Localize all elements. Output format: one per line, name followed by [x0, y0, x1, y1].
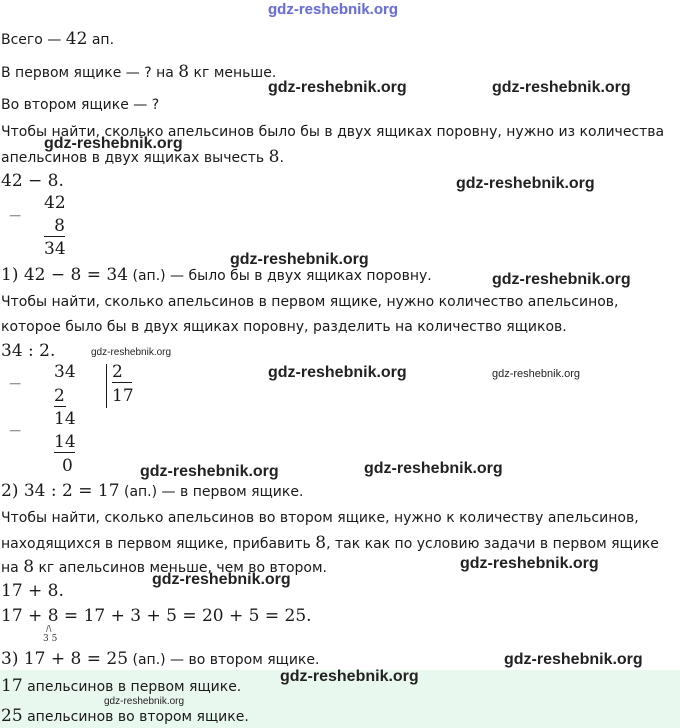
line-total: Всего — 42 ап.: [1, 29, 115, 49]
watermark[interactable]: gdz-reshebnik.org: [280, 668, 419, 685]
watermark[interactable]: gdz-reshebnik.org: [152, 571, 291, 588]
watermark[interactable]: gdz-reshebnik.org: [492, 271, 631, 288]
div-partial-2: 14: [54, 432, 76, 452]
explanation-1a: Чтобы найти, сколько апельсинов было бы в двух ящиках поровну, нужно из количества: [1, 124, 665, 140]
line-second-box: Во втором ящике — ?: [1, 97, 160, 113]
expression-1: 42 − 8.: [1, 171, 64, 191]
sub-subtrahend: 8: [44, 216, 65, 237]
watermark[interactable]: gdz-reshebnik.org: [504, 651, 643, 668]
explanation-2a: Чтобы найти, сколько апельсинов в первом ящике, нужно количество апельсинов,: [1, 294, 619, 310]
answer-1: 17 апельсинов в первом ящике.: [1, 676, 242, 696]
sub-minus-sign: −: [8, 206, 23, 226]
watermark[interactable]: gdz-reshebnik.org: [456, 175, 595, 192]
div-bar: [106, 364, 107, 408]
split-mark: /\: [46, 624, 52, 633]
watermark[interactable]: gdz-reshebnik.org: [44, 135, 183, 152]
sub-result: 34: [44, 239, 66, 259]
watermark-top[interactable]: gdz-reshebnik.org: [268, 1, 399, 18]
expression-4: 17 + 8 = 17 + 3 + 5 = 20 + 5 = 25.: [1, 606, 312, 626]
answer-2: 25 апельсинов во втором ящике.: [1, 706, 249, 726]
div-quotient: 17: [112, 386, 134, 406]
expression-2: 34 : 2.: [1, 341, 56, 361]
expression-3: 17 + 8.: [1, 581, 64, 601]
watermark[interactable]: gdz-reshebnik.org: [492, 79, 631, 96]
div-remainder-2: 0: [62, 456, 73, 476]
watermark[interactable]: gdz-reshebnik.org: [492, 368, 581, 380]
watermark[interactable]: gdz-reshebnik.org: [460, 555, 599, 572]
line-first-box: В первом ящике — ? на 8 кг меньше.: [1, 62, 277, 82]
explanation-2b: которое было бы в двух ящиках поровну, разделить на количество ящиков.: [1, 319, 567, 335]
explanation-3b: находящихся в первом ящике, прибавить 8, так как по условию задачи в первом ящике: [1, 533, 659, 553]
explanation-3a: Чтобы найти, сколько апельсинов во втором ящике, нужно к количеству апельсинов,: [1, 510, 639, 526]
watermark[interactable]: gdz-reshebnik.org: [104, 696, 185, 707]
div-minus-sign-1: −: [8, 374, 23, 394]
div-dividend: 34: [54, 362, 76, 382]
div-divisor: 2: [112, 362, 132, 383]
split-parts: 3 5: [43, 634, 58, 644]
step-1: 1) 42 − 8 = 34 (ап.) — было бы в двух ящиках поровну.: [1, 265, 432, 285]
explanation-3c: на 8 кг апельсинов меньше, чем во втором.: [1, 557, 327, 577]
step-2: 2) 34 : 2 = 17 (ап.) — в первом ящике.: [1, 481, 304, 501]
explanation-1b: апельсинов в двух ящиках вычесть 8.: [1, 147, 284, 167]
watermark[interactable]: gdz-reshebnik.org: [268, 79, 407, 96]
div-partial-1: 2: [54, 386, 65, 406]
watermark[interactable]: gdz-reshebnik.org: [268, 364, 407, 381]
div-remainder-1: 14: [54, 409, 76, 429]
sub-minuend: 42: [44, 193, 66, 213]
watermark[interactable]: gdz-reshebnik.org: [230, 251, 369, 268]
watermark[interactable]: gdz-reshebnik.org: [140, 463, 279, 480]
step-3: 3) 17 + 8 = 25 (ап.) — во втором ящике.: [1, 649, 320, 669]
watermark[interactable]: gdz-reshebnik.org: [364, 460, 503, 477]
div-minus-sign-2: −: [8, 421, 23, 441]
watermark[interactable]: gdz-reshebnik.org: [91, 347, 172, 358]
